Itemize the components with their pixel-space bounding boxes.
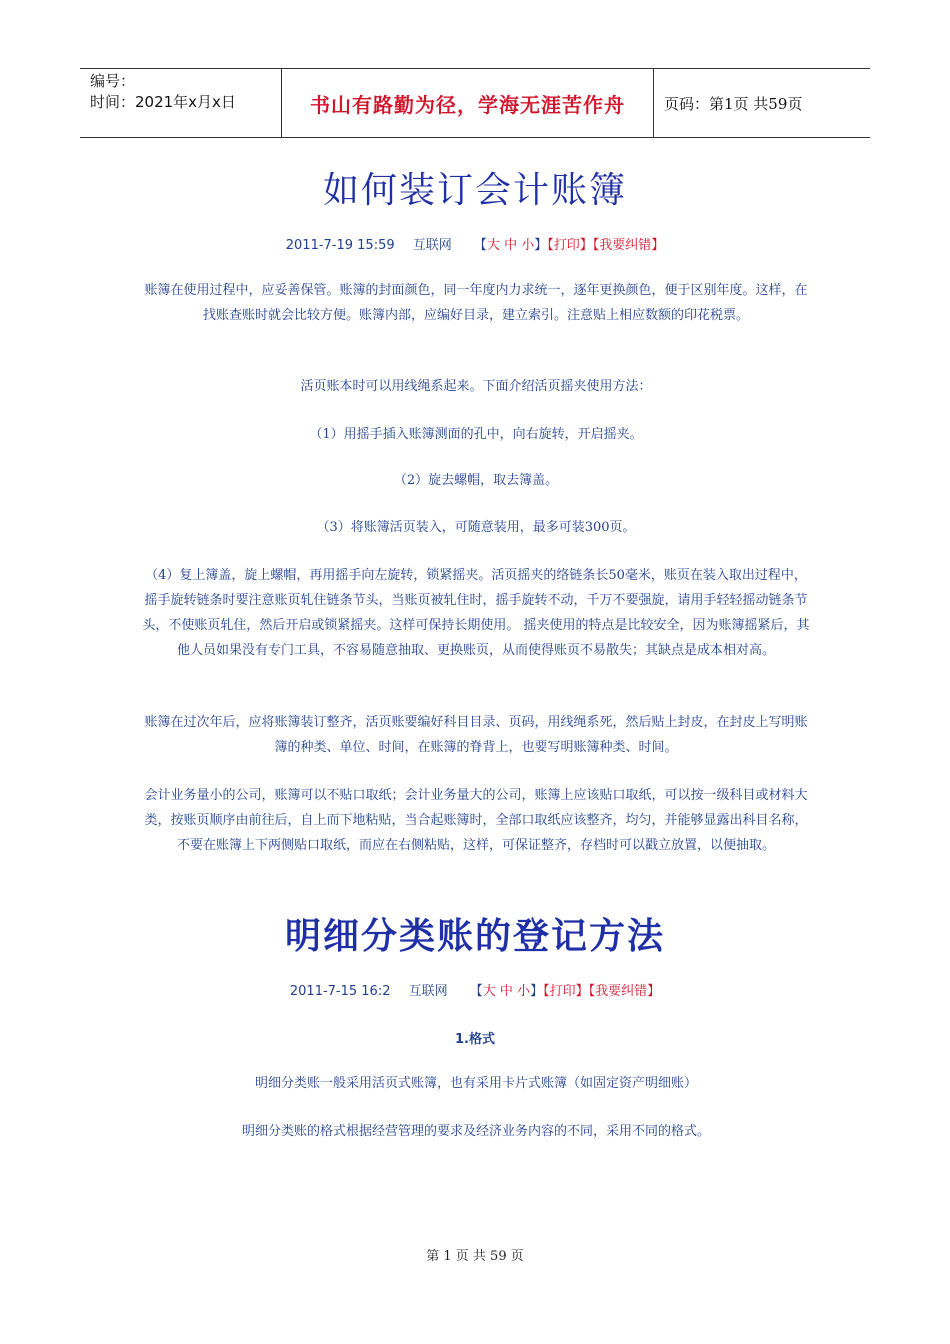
document-header <box>80 68 870 138</box>
paragraph: （1）用摇手插入账簿测面的孔中，向右旋转，开启摇夹。 <box>309 427 643 442</box>
paragraph: （4）复上簿盖，旋上螺帽，再用摇手向左旋转，锁紧摇夹。活页摇夹的络链条长50毫米，账页在装入取出过程中，摇手旋转链条时要注意账页轧住链条节头，当账页被轧住时，摇手旋转不动，千万不要强旋，请用手轻轻摇动链条节头，不使账页轧住，然后开启或锁紧摇夹。这样可保持长期使用。 摇夹使用的特点是比较安全，因为账簿摇紧后，其他人员如果没有专门工具，不容易随意抽取、更换账页，从而使得账页不易散失；其缺点是成本相对高。 <box>142 568 810 658</box>
font-size-close-bracket: 】 <box>530 984 544 999</box>
article-meta <box>0 980 950 999</box>
time-label: 时间：2021年x月x日 <box>90 93 236 111</box>
article-title: 如何装订会计账簿 <box>322 170 627 211</box>
paragraph: 明细分类账一般采用活页式账簿，也有采用卡片式账簿（如固定资产明细账） <box>254 1076 697 1091</box>
page-info: 页码：第1页 共59页 <box>664 94 803 113</box>
font-size-links[interactable]: 大 中 小 <box>482 984 531 999</box>
print-link[interactable]: 【打印】 <box>543 984 589 999</box>
article-date: 2011-7-19 15:59 <box>285 238 395 253</box>
print-link[interactable]: 【打印】 <box>547 238 593 253</box>
font-size-links[interactable]: 大 中 小 <box>486 238 535 253</box>
article-date: 2011-7-15 16:2 <box>289 984 391 999</box>
paragraph: 明细分类账的格式根据经营管理的要求及经济业务内容的不同，采用不同的格式。 <box>241 1124 710 1139</box>
paragraph: 账簿在过次年后，应将账簿装订整齐，活页账要编好科目目录、页码，用线绳系死，然后贴上封皮，在封皮上写明账簿的种类、单位、时间，在账簿的脊背上，也要写明账簿种类、时间。 <box>144 715 808 755</box>
article-source: 互联网 <box>408 984 448 999</box>
article-meta <box>0 234 950 253</box>
paragraph: （2）旋去螺帽，取去簿盖。 <box>393 473 559 488</box>
font-size-open-bracket: 【 <box>469 984 483 999</box>
paragraph: （3）将账簿活页装入，可随意装用，最多可装300页。 <box>316 520 636 535</box>
article-source: 互联网 <box>412 238 452 253</box>
font-size-open-bracket: 【 <box>473 238 487 253</box>
paragraph: 活页账本时可以用线绳系起来。下面介绍活页摇夹使用方法： <box>300 379 652 394</box>
number-label: 编号： <box>90 72 136 90</box>
paragraph: 账簿在使用过程中，应妥善保管。账簿的封面颜色，同一年度内力求统一，逐年更换颜色，便于区别年度。这样，在找账查账时就会比较方便。账簿内部，应编好目录，建立索引。注意贴上相应数额的印花税票。 <box>144 283 808 323</box>
report-error-link[interactable]: 【我要纠错】 <box>592 238 665 253</box>
motto: 书山有路勤为径，学海无涯苦作舟 <box>282 69 654 137</box>
paragraph: 会计业务量小的公司，账簿可以不贴口取纸；会计业务量大的公司，账簿上应该贴口取纸，可以按一级科目或材料大类，按账页顺序由前往后，自上而下地粘贴，当合起账簿时，全部口取纸应该整齐，均匀，并能够显露出科目名称，不要在账簿上下两侧贴口取纸，而应在右侧粘贴，这样，可保证整齐，存档时可以戳立放置，以便抽取。 <box>144 788 808 853</box>
font-size-close-bracket: 】 <box>534 238 548 253</box>
report-error-link[interactable]: 【我要纠错】 <box>588 984 661 999</box>
section-subtitle: 1.格式 <box>455 1032 495 1047</box>
header-left-cell <box>80 69 282 137</box>
page-footer: 第 1 页 共 59 页 <box>426 1249 524 1264</box>
article-title: 明细分类账的登记方法 <box>284 915 665 957</box>
